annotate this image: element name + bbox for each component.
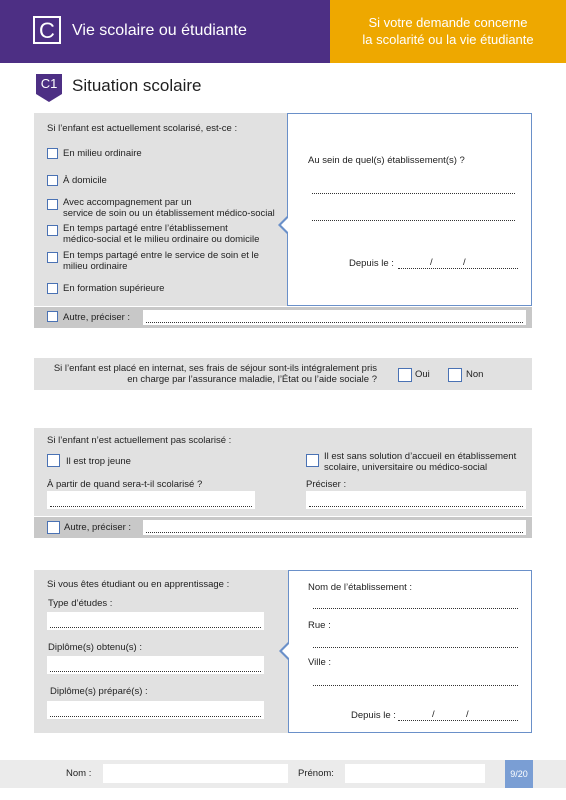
option-ordinary-checkbox[interactable] <box>47 148 58 159</box>
since-date-sep-2: / <box>463 257 466 268</box>
boarding-no-label: Non <box>466 369 484 380</box>
footer-nom-label: Nom : <box>66 768 92 779</box>
boarding-question-line1: Si l’enfant est placé en internat, ses frais de séjour sont-ils intégralement pris <box>53 363 377 374</box>
student-since-label: Depuis le : <box>351 710 396 721</box>
other-checkbox[interactable] <box>47 311 58 322</box>
option-shared-establishment-checkbox[interactable] <box>47 225 58 236</box>
study-type-input-line <box>50 627 261 628</box>
boarding-no-checkbox[interactable] <box>448 368 462 382</box>
specify-input-line <box>309 506 523 507</box>
option-shared-establishment-line2: médico-social et le milieu ordinaire ou domicile <box>63 234 260 245</box>
header-note <box>330 14 566 48</box>
page-number: 9/20 <box>505 760 533 788</box>
when-input-line <box>50 506 252 507</box>
student-since-sep-1: / <box>432 709 435 720</box>
not-schooled-other-input-line <box>146 532 523 533</box>
option-shared-care-checkbox[interactable] <box>47 252 58 263</box>
too-young-label: Il est trop jeune <box>66 456 131 467</box>
school-box <box>288 570 532 733</box>
no-solution-label <box>324 451 516 473</box>
boarding-question <box>34 363 377 385</box>
establishment-box <box>287 113 532 306</box>
not-schooled-other-checkbox[interactable] <box>47 521 60 534</box>
section-badge-tail <box>36 94 62 102</box>
option-shared-care-line2: milieu ordinaire <box>63 261 128 272</box>
establishment-line-1[interactable] <box>312 193 515 194</box>
footer-nom-input[interactable] <box>103 764 288 783</box>
header-note-line2: la scolarité ou la vie étudiante <box>362 32 534 47</box>
study-type-label: Type d’études : <box>48 598 113 609</box>
since-date-field[interactable] <box>398 268 518 269</box>
school-box-pointer-fill <box>282 642 291 660</box>
diploma-obtained-label: Diplôme(s) obtenu(s) : <box>48 642 142 653</box>
option-higher-education-checkbox[interactable] <box>47 283 58 294</box>
option-home-label: À domicile <box>63 175 107 186</box>
schooling-question: Si l’enfant est actuellement scolarisé, est-ce : <box>47 123 238 134</box>
diploma-prepared-label: Diplôme(s) préparé(s) : <box>50 686 148 697</box>
option-ordinary-label: En milieu ordinaire <box>63 148 142 159</box>
option-shared-establishment-label <box>63 223 259 245</box>
option-support-line2: service de soin ou un établissement médico-social <box>63 208 275 219</box>
since-date-sep-1: / <box>430 257 433 268</box>
establishment-box-pointer-fill <box>281 216 290 234</box>
other-input-line <box>146 322 523 323</box>
student-since-date-field[interactable] <box>398 720 518 721</box>
boarding-yes-checkbox[interactable] <box>398 368 412 382</box>
diploma-obtained-input-line <box>50 671 261 672</box>
option-home-checkbox[interactable] <box>47 175 58 186</box>
page-title: Vie scolaire ou étudiante <box>72 22 247 39</box>
boarding-question-line2: en charge par l’assurance maladie, l’État ou l’aide sociale ? <box>127 374 377 385</box>
option-shared-care-line1: En temps partagé entre le service de soin et le <box>63 250 259 261</box>
section-title: Situation scolaire <box>72 76 202 95</box>
section-letter-badge: C <box>33 16 61 44</box>
city-label: Ville : <box>308 657 332 668</box>
city-line[interactable] <box>313 685 518 686</box>
establishment-line-2[interactable] <box>312 220 515 221</box>
other-label: Autre, préciser : <box>63 312 131 323</box>
school-name-line[interactable] <box>313 608 518 609</box>
option-support-line1: Avec accompagnement par un <box>63 197 192 208</box>
option-higher-education-label: En formation supérieure <box>63 283 165 294</box>
student-since-sep-2: / <box>466 709 469 720</box>
street-label: Rue : <box>308 620 331 631</box>
diploma-prepared-input-line <box>50 716 261 717</box>
when-label: À partir de quand sera-t-il scolarisé ? <box>47 479 203 490</box>
header-note-line1: Si votre demande concerne <box>368 15 528 30</box>
no-solution-line2: scolaire, universitaire ou médico-social <box>324 462 488 473</box>
no-solution-line1: Il est sans solution d’accueil en établissement <box>324 451 517 462</box>
boarding-yes-label: Oui <box>415 369 430 380</box>
footer-prenom-label: Prénom: <box>298 768 334 779</box>
section-code-badge: C1 <box>36 74 62 94</box>
option-shared-care-label <box>63 250 259 272</box>
not-schooled-question: Si l’enfant n’est actuellement pas scolarisé : <box>47 435 232 446</box>
establishment-label: Au sein de quel(s) établissement(s) ? <box>308 155 465 166</box>
student-question: Si vous êtes étudiant ou en apprentissage : <box>47 579 230 590</box>
option-shared-establishment-line1: En temps partagé entre l’établissement <box>63 223 228 234</box>
since-label: Depuis le : <box>349 258 394 269</box>
street-line[interactable] <box>313 647 518 648</box>
not-schooled-other-label: Autre, préciser : <box>64 522 132 533</box>
specify-label: Préciser : <box>306 479 347 490</box>
too-young-checkbox[interactable] <box>47 454 60 467</box>
school-name-label: Nom de l’établissement : <box>308 582 413 593</box>
option-support-checkbox[interactable] <box>47 199 58 210</box>
footer-prenom-input[interactable] <box>345 764 485 783</box>
no-solution-checkbox[interactable] <box>306 454 319 467</box>
option-support-label <box>63 197 275 219</box>
